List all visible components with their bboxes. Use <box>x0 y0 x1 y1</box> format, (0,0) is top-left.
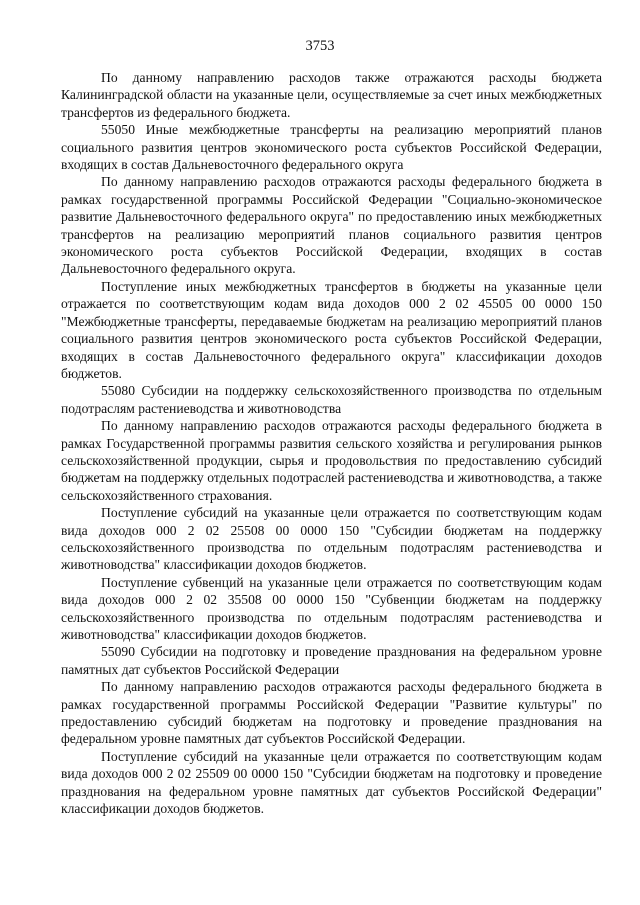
heading-55050: 55050 Иные межбюджетные трансферты на реализацию мероприятий планов социального развития центров экономического роста субъектов Российской Федерации, входящих в состав Дальневосточного федерального округа <box>61 122 602 173</box>
paragraph-55050-expenses: По данному направлению расходов отражаются расходы федерального бюджета в рамках государственной программы Российской Федерации "Социально-экономическое развитие Дальневосточного федерального округа" по предоставлению иных межбюджетных трансфертов на реализацию мероприятий планов социального развития центров экономического роста субъектов Российской Федерации, входящих в состав Дальневосточного федерального округа. <box>61 174 602 277</box>
heading-55080: 55080 Субсидии на поддержку сельскохозяйственного производства по отдельным подотраслям растениеводства и животноводства <box>61 383 602 416</box>
document-body <box>61 69 602 817</box>
page-number: 3753 <box>305 38 335 54</box>
paragraph-55090-expenses: По данному направлению расходов отражаются расходы федерального бюджета в рамках государственной программы Российской Федерации "Развитие культуры" по предоставлению субсидий бюджетам на подготовку и проведение празднования на федеральном уровне памятных дат субъектов Российской Федерации. <box>61 679 602 747</box>
paragraph-55090-revenue: Поступление субсидий на указанные цели отражается по соответствующим кодам вида доходов 000 2 02 25509 00 0000 150 "Субсидии бюджетам на подготовку и проведение празднования на федеральном уровне памятных дат субъектов Российской Федерации" классификации доходов бюджетов. <box>61 748 602 817</box>
paragraph-55080-expenses: По данному направлению расходов отражаются расходы федерального бюджета в рамках Государственной программы развития сельского хозяйства и регулирования рынков сельскохозяйственной продукции, сырья и продовольствия по предоставлению субсидий бюджетам на поддержку отдельных подотраслей растениеводства и животноводства, а также сельскохозяйственного страхования. <box>61 418 602 503</box>
paragraph-kaliningrad-expenses: По данному направлению расходов также отражаются расходы бюджета Калининградской области на указанные цели, осуществляемые за счет иных межбюджетных трансфертов из федерального бюджета. <box>61 70 602 120</box>
paragraph-55050-revenue: Поступление иных межбюджетных трансфертов в бюджеты на указанные цели отражается по соответствующим кодам вида доходов 000 2 02 45505 00 0000 150 "Межбюджетные трансферты, передаваемые бюджетам на реализацию мероприятий планов социального развития центров экономического роста субъектов Российской Федерации, входящих в состав Дальневосточного федерального округа" классификации доходов бюджетов. <box>61 278 602 381</box>
paragraph-55080-subventions-revenue: Поступление субвенций на указанные цели отражается по соответствующим кодам вида доходов 000 2 02 35508 00 0000 150 "Субвенции бюджетам на поддержку сельскохозяйственного производства по отдельным подотраслям растениеводства и животноводства" классификации доходов бюджетов. <box>61 574 602 642</box>
paragraph-55080-subsidies-revenue: Поступление субсидий на указанные цели отражается по соответствующим кодам вида доходов 000 2 02 25508 00 0000 150 "Субсидии бюджетам на поддержку сельскохозяйственного производства по отдельным подотраслям растениеводства и животноводства" классификации доходов бюджетов. <box>61 505 602 573</box>
heading-55090: 55090 Субсидии на подготовку и проведение празднования на федеральном уровне памятных дат субъектов Российской Федерации <box>61 644 602 677</box>
